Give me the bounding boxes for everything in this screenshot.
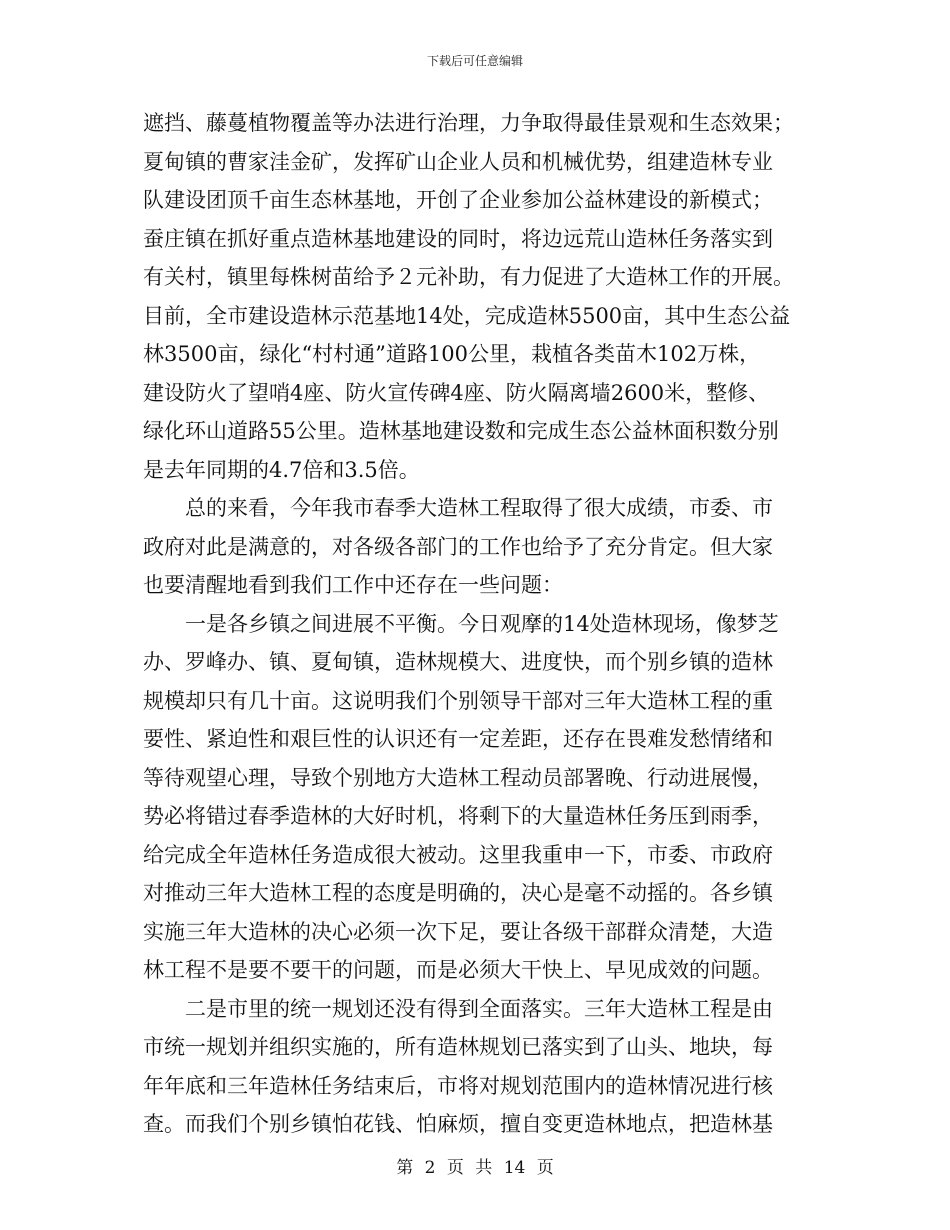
text-line: 绿化环山道路55公里。造林基地建设数和完成生态公益林面积数分别 xyxy=(143,419,779,443)
text-line: 给完成全年造林任务造成很大被动。这里我重申一下，市委、市政府 xyxy=(143,842,773,867)
paragraph-first-line: 总的来看，今年我市春季大造林工程取得了很大成绩，市委、市 xyxy=(185,496,773,520)
text-line: 建设防火了望哨4座、防火宣传碑4座、防火隔离墙2600米，整修、 xyxy=(143,380,770,405)
paragraph-first-line: 二是市里的统一规划还没有得到全面落实。三年大造林工程是由 xyxy=(185,996,773,1021)
text-line: 队建设团顶千亩生态林基地，开创了企业参加公益林建设的新模式； xyxy=(143,188,773,212)
page-header: 下载后可任意编辑 xyxy=(426,54,523,68)
text-line: 夏甸镇的曹家洼金矿，发挥矿山企业人员和机械优势，组建造林专业 xyxy=(143,149,773,174)
text-line: 市统一规划并组织实施的，所有造林规划已落实到了山头、地块，每 xyxy=(143,1035,773,1059)
text-line: 遮挡、藤蔓植物覆盖等办法进行治理，力争取得最佳景观和生态效果； xyxy=(143,111,794,135)
text-line: 实施三年大造林的决心必须一次下足，要让各级干部群众清楚，大造 xyxy=(143,919,773,944)
text-line: 林3500亩，绿化“村村通”道路100公里，栽植各类苗木102万株， xyxy=(143,342,761,366)
text-line: 是去年同期的4.7倍和3.5倍。 xyxy=(143,457,420,482)
text-line: 林工程不是要不要干的问题，而是必须大干快上、早见成效的问题。 xyxy=(143,958,773,982)
text-line: 等待观望心理，导致个别地方大造林工程动员部署晚、行动进展慢， xyxy=(143,765,773,790)
text-line: 也要清醒地看到我们工作中还存在一些问题： xyxy=(143,573,563,597)
text-line: 查。而我们个别乡镇怕花钱、怕麻烦，擅自变更造林地点，把造林基 xyxy=(143,1112,773,1136)
text-line: 势必将错过春季造林的大好时机，将剩下的大量造林任务压到雨季， xyxy=(143,804,773,828)
text-line: 目前，全市建设造林示范基地14处，完成造林5500亩，其中生态公益 xyxy=(143,303,791,328)
page-number-footer: 第 2 页 共 14 页 xyxy=(396,1158,554,1178)
text-line: 规模却只有几十亩。这说明我们个别领导干部对三年大造林工程的重 xyxy=(143,688,773,713)
paragraph-first-line: 一是各乡镇之间进展不平衡。今日观摩的14处造林现场，像梦芝 xyxy=(185,611,779,636)
text-line: 年年底和三年造林任务结束后，市将对规划范围内的造林情况进行核 xyxy=(143,1073,773,1098)
text-line: 政府对此是满意的，对各级各部门的工作也给予了充分肯定。但大家 xyxy=(143,534,773,559)
text-line: 有关村，镇里每株树苗给予２元补助，有力促进了大造林工作的开展。 xyxy=(143,265,794,289)
text-line: 办、罗峰办、镇、夏甸镇，造林规模大、进度快，而个别乡镇的造林 xyxy=(143,650,773,674)
document-body xyxy=(143,104,811,1144)
text-line: 对推动三年大造林工程的态度是明确的，决心是毫不动摇的。各乡镇 xyxy=(143,881,773,905)
text-line: 蚕庄镇在抓好重点造林基地建设的同时，将边远荒山造林任务落实到 xyxy=(143,226,773,251)
text-line: 要性、紧迫性和艰巨性的认识还有一定差距，还存在畏难发愁情绪和 xyxy=(143,727,773,751)
